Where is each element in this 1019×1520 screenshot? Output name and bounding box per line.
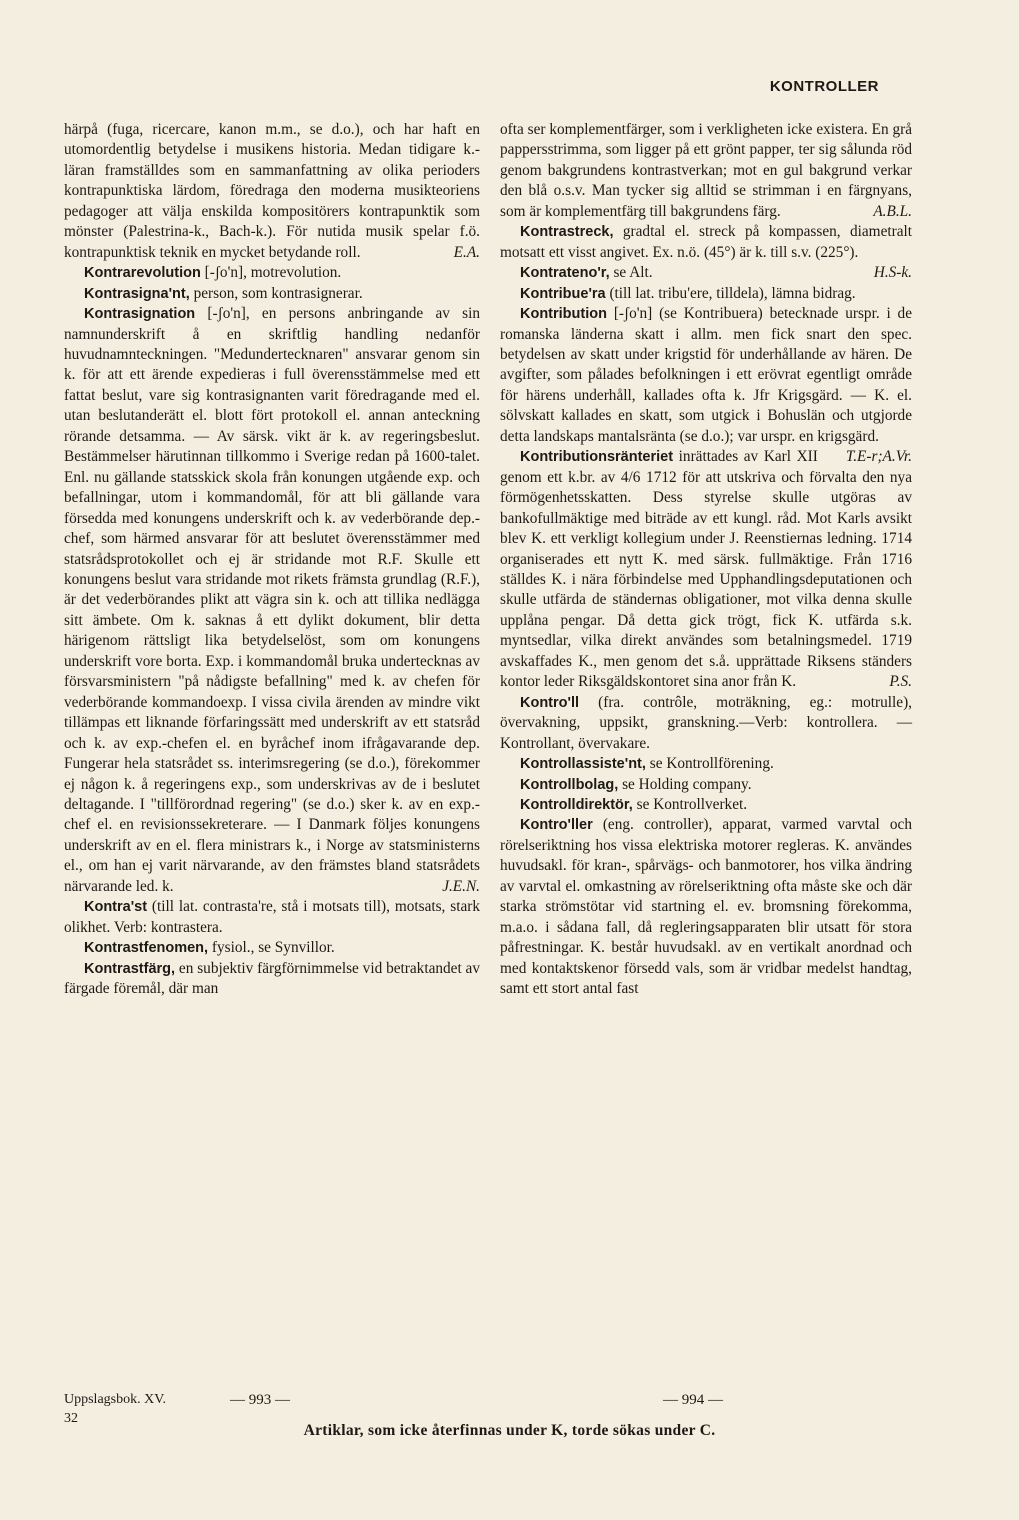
entry-headword: Kontrastreck, (520, 224, 614, 241)
entry-headword: Kontribution (520, 306, 607, 323)
entry-headword: Kontributionsränteriet (520, 449, 674, 466)
dictionary-entry (500, 815, 912, 999)
entry-text: se Kontrollförening. (645, 755, 774, 773)
dictionary-entry (64, 284, 480, 304)
entry-text: person, som kontrasignerar. (189, 284, 363, 302)
entry-text: se Kontrollverket. (632, 795, 748, 813)
footer-note: Artiklar, som icke återfinnas under K, torde sökas under C. (303, 1422, 716, 1439)
entry-text: ofta ser komplementfärger, som i verkligheten icke existera. En grå pappersstrimma, som ligger på ett grönt papper, ter sig sålunda röd genom bakgrundens kontrastverkan; mot en gul bakgrund verkar den blå o.s.v. Man tycker sig alltid se strimman i en färgnyans, som är komplementfärg till bakgrundens färg. (500, 121, 912, 220)
running-head: KONTROLLER (769, 78, 879, 95)
author-signature: P.S. (889, 673, 912, 691)
dictionary-entry (64, 304, 480, 897)
continued-text (500, 120, 912, 222)
entry-headword: Kontrollbolag, (520, 776, 619, 793)
author-signature: A.B.L. (873, 202, 912, 220)
entry-text: härpå (fuga, ricercare, kanon m.m., se d.o.), och har haft en utomordentlig betydelse i musikens historia. Medan tidigare k.-läran framställdes som en sammanfattning av olika perioders kontrapunktiska lärdom, föredraga den moderna musikteoriens pedagoger att välja enskilda kompositörers kontrapunktik som mönster (Palestrina-k., Bach-k.). För nutida musik spelar f.ö. kontrapunktisk teknik en mycket betydande roll. (64, 121, 480, 261)
entry-text: se Holding company. (618, 775, 752, 793)
entry-headword: Kontrollassiste'nt, (520, 756, 646, 773)
author-signature: E.A. (453, 243, 480, 261)
continued-text (64, 120, 480, 263)
entry-text: (eng. controller), apparat, varmed varvtal och rörelseriktning hos vissa elektriska motorer regleras. K. användes huvudsakl. för kran-, spårvägs- och banmotorer, hos vilka ändring av varvtal el. omkastning av rörelseriktning ofta måste ske och där starka strömstötar vid startning el. ev. bromsning förekomma, m.a.o. i sådana fall, då regleringsapparaten blir utsatt för stora påfrestningar. K. består huvudsakl. av en vertikalt anordnad och med kontaktskenor försedd vals, som är vridbar medelst handtag, samt ett stort antal fast (500, 816, 912, 998)
entry-headword: Kontrolldirektör, (520, 796, 633, 813)
page-number-right: — 994 — (663, 1392, 723, 1408)
dictionary-entry (64, 263, 480, 283)
dictionary-entry (500, 284, 912, 304)
entry-text: [-ʃo'n], en persons anbringande av sin namnunderskrift å en skriftlig handling nedanför huvudnamnteckningen. "Medundertecknaren" ansvarar genom sin k. för att ett ärende expedieras i full överensstämmelse med ett fattat beslut, vare sig kontrasignanten varit föredragande med el. utan beslutanderätt el. blott fört protokoll el. annan anteckning rörande detsamma. — Av särsk. vikt är k. av regeringsbeslut. Bestämmelser härutinnan tillkommo i Sverige redan på 1600-talet. Enl. nu gällande statsskick skola från konungen utgående exp. och befallningar, utom i kommandomål, för att bli gällande vara försedda med konungens underskrift och k. av vederbörande dep.-chef, som härmed ansvarar för att beslutet överensstämmer med statsrådsprotokollet och ej är stridande mot R.F. Skulle ett konungens beslut vara stridande mot rikets främsta grundlag (R.F.), är det vederbörandes plikt att vägra sin k. och att tillika nedlägga sitt ämbete. Om k. saknas å ett dylikt dokument, blir detta härigenom rättsligt lika betydelselöst, som om konungens underskrift vore borta. Exp. i kommandomål bruka undertecknas av försvarsministern "på nådigste befallning" med k. av chefen för vederbörande kommandoexp. I vissa civila ärenden av mindre vikt tillämpas ett liknande förfaringssätt med underskrift av ett statsråd och k. av exp.-chefen el. en byråchef inom ifrågavarande dep. Fungerar hela statsrådet ss. interimsregering (se d.o.), förekommer ej någon k. å regeringens exp., som underskrivas av de i beslutet deltagande. I "tillförordnad regering" (se d.o.) sker k. av en exp.-chef el. en revisionssekreterare. — I Danmark följes konungens underskrift av en el. flera ministrars k., i Norge av statsministerns el., om han ej varit närvarande, av den främstes bland statsrådets närvarande led. k. (64, 305, 480, 895)
entry-text: inrättades av Karl XII genom ett k.br. av 4/6 1712 för att utskriva och förvalta den nya förmögenhetsskatten. Dess styrelse skulle utgöras av bankofullmäktige med biträde av ett kungl. råd. Mot Karls avsikt blev K. ett verkligt kollegium under J. Reenstiernas ledning. 1714 organiserades ett nytt K. med särsk. fullmäktige. Från 1716 ställdes K. i nära förbindelse med Upphandlingsdeputationen och skulle utfärda de ständernas obligationer, mot vilka denna skulle upplåna pengar. Då detta gick trögt, fick K. utfärda s.k. myntsedlar, vilka direkt användes som betalningsmedel. 1719 avskaffades K., men genom det s.å. upprättade Riksens ständers kontor leder Riksgäldskontoret sina anor från K. (500, 448, 912, 691)
dictionary-entry (500, 263, 912, 283)
entry-text: gradtal el. streck på kompassen, diametralt motsatt ett visst angivet. Ex. n.ö. (45°) är k. till s.v. (225°). (500, 223, 912, 261)
entry-text: [-ʃo'n] (se Kontribuera) betecknade urspr. i de romanska länderna skatt i allm. men fick snart den spec. betydelsen av skatt under krigstid för underhållande av hären. De avgifter, som pålades befolkningen i ett erövrat egentligt område för härens underhåll, kallades ofta k. Jfr Krigsgärd. — K. el. sölvskatt kallades en skatt, som utgick i Bohuslän och utgjorde detta landskaps mantalsränta (se d.o.); var urspr. en krigsgärd. (500, 305, 912, 445)
entry-headword: Kontrasigna'nt, (84, 285, 190, 302)
dictionary-entry (64, 897, 480, 938)
author-signature: T.E-r;A.Vr. (845, 448, 912, 466)
dictionary-entry (64, 959, 480, 1000)
entry-text: fysiol., se Synvillor. (208, 939, 335, 957)
dictionary-entry (500, 795, 912, 815)
entry-headword: Kontrateno'r, (520, 265, 610, 282)
entry-headword: Kontro'll (520, 694, 580, 711)
author-signature: J.E.N. (442, 877, 480, 895)
entry-text: (till lat. contrasta're, stå i motsats till), motsats, stark olikhet. Verb: kontrastera. (64, 898, 480, 936)
entry-text: (fra. contrôle, moträkning, eg.: motrulle), övervakning, uppsikt, granskning.—Verb: kontrollera. — Kontrollant, övervakare. (500, 693, 912, 752)
right-column (500, 120, 912, 999)
entry-headword: Kontro'ller (520, 817, 593, 834)
signature-mark: 32 (64, 1411, 78, 1426)
dictionary-entry (64, 938, 480, 958)
volume-label: Uppslagsbok. XV. (64, 1392, 167, 1407)
dictionary-entry (500, 754, 912, 774)
page-number-left: — 993 — (230, 1392, 290, 1408)
entry-headword: Kontrastfenomen, (84, 940, 209, 957)
entry-text: se Alt. (609, 264, 653, 282)
entry-headword: Kontrastfärg, (84, 960, 176, 977)
left-column (64, 120, 480, 999)
entry-text: en subjektiv färgförnimmelse vid betraktandet av färgade föremål, där man (64, 959, 480, 998)
entry-headword: Kontra'st (84, 899, 148, 916)
dictionary-entry (500, 775, 912, 795)
entry-text: (till lat. tribu'ere, tilldela), lämna bidrag. (605, 284, 856, 302)
dictionary-entry (500, 447, 912, 692)
author-signature: H.S-k. (873, 264, 912, 282)
entry-headword: Kontribue'ra (520, 285, 606, 302)
entry-headword: Kontrasignation (84, 306, 196, 323)
entry-text: [-ʃo'n], motrevolution. (200, 264, 342, 282)
entry-headword: Kontrarevolution (84, 265, 201, 282)
dictionary-entry (500, 693, 912, 754)
